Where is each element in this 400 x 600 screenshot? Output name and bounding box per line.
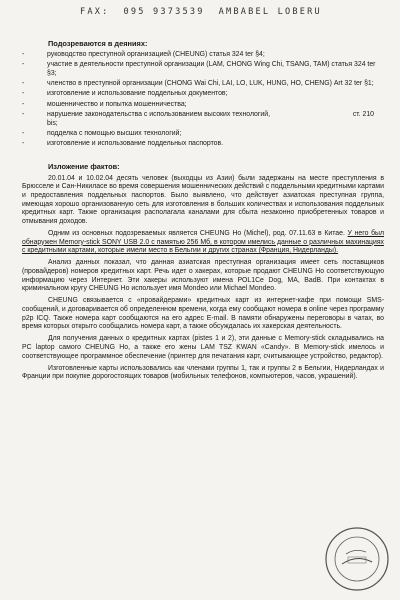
underlined-passage: У него был обнаружен Memory-stick SONY USB 2.0 с памятью 256 Мб, в котором имелись данные о различных махинациях с кредитными картами, которые имели место в Бельгии и других странах (Франция, Нидерланды). bbox=[22, 230, 384, 255]
paragraph-suspect: Одним из основных подозреваемых является CHEUNG Ho (Michel), род. 07.11.63 в Китае. У него был обнаружен Memory-stick SONY USB 2.0 с памятью 256 Мб, в котором имелись данные о различных махинациях с кредитными картами, которые имели место в Бельгии и других странах (Франция, Нидерланды). bbox=[22, 230, 384, 255]
facts-heading: Изложение фактов: bbox=[48, 161, 120, 171]
charges-list bbox=[22, 51, 384, 149]
paragraph: 20.01.04 и 10.02.04 десять человек (выходцы из Азии) были задержаны на месте преступления в Брюсселе и Сан-Никиласе во время совершения мошеннических действий с поддельными кредитными картами и предоставления поддельных паспортов. Было выявлено, что действует азиатская преступная группа, имеющая хорошо организованную сеть для изготовления в больших количествах и использования поддельных кредитных карт. Также организация располагала каналами для сбыта незаконно приобретенных товаров и отмывания доходов. bbox=[22, 174, 384, 226]
paragraph: Для получения данных о кредитных картах (pistes 1 и 2), эти данные с Memory-stick складывались на PC laptop самого CHEUNG Ho, а также его жены LAM TSZ KWAN «Candy». В Memory-stick имелось и соответствующее программное обеспечение (принтер для печатания карт, считывающее устройство, редактор). bbox=[22, 335, 384, 360]
translation-stamp-seal bbox=[322, 524, 392, 594]
document-body bbox=[22, 40, 384, 385]
charge-item: - подделка с помощью высших технологий; bbox=[22, 129, 182, 137]
paragraph: Изготовленные карты использовались как членами группы 1, так и группы 2 в Бельгии, Нидерландах и Франции при покупке дорогостоящих товаров (мобильных телефонов, компьютеров, часов, украшений). bbox=[22, 364, 384, 381]
paragraph: CHEUNG связывается с «провайдерами» кредитных карт из интернет-кафе при помощи SMS-сообщений, и договаривается об определенном времени, когда ему сообщают номера в online через программу p2p ICQ. Также номера карт сообщаются на его адрес E-mail. В памяти обнаружены переговоры в чатах, во время которых открыто сообщались номера карт, а также обсуждалась их хакерская деятельность. bbox=[22, 297, 384, 331]
fax-label: FAX: bbox=[80, 7, 110, 17]
fax-header bbox=[80, 7, 376, 17]
charge-item: - изготовление и использование поддельных документов; bbox=[22, 90, 228, 98]
charge-item: - членство в преступной организации (CHONG Wai Chi, LAI, LO, LUK, HUNG, HO, CHENG) Art 32 ter §1; bbox=[22, 80, 374, 87]
charge-item: - участие в деятельности преступной организации (LAM, CHONG Wing Chi, TSANG, TAM) статья 324 ter §3; bbox=[22, 61, 376, 77]
paragraph: Анализ данных показал, что данная азиатская преступная организация имеет сеть поставщиков (провайдеров) номеров кредитных карт. Речь идет о хакерах, которые продают CHEUNG Ho соответствующую информацию через Интернет. Эти хакеры используют имена POL1Ce Dog, MA, BadB. При контактах в криминальном кругу CHEUNG Ho использует имя Mondeo или Michael Mondeo. bbox=[22, 259, 384, 293]
article-continuation: bis; bbox=[47, 119, 58, 127]
charge-item: - изготовление и использование поддельных паспортов. bbox=[22, 140, 224, 148]
charge-item: - мошенничество и попытка мошенничества; bbox=[22, 100, 187, 108]
charge-item: - нарушение законодательства с использованием высоких технологий, ст. 210 bis; bbox=[22, 110, 374, 127]
charges-heading: Подозреваются в деяниях: bbox=[48, 39, 148, 48]
article-ref: ст. 210 bbox=[352, 110, 374, 118]
fax-sender: AMBABEL LOBERU bbox=[218, 7, 322, 17]
charge-item: - руководство преступной организацией (CHEUNG) статья 324 ter §4; bbox=[22, 50, 265, 58]
fax-number: 095 9373539 bbox=[123, 7, 205, 17]
